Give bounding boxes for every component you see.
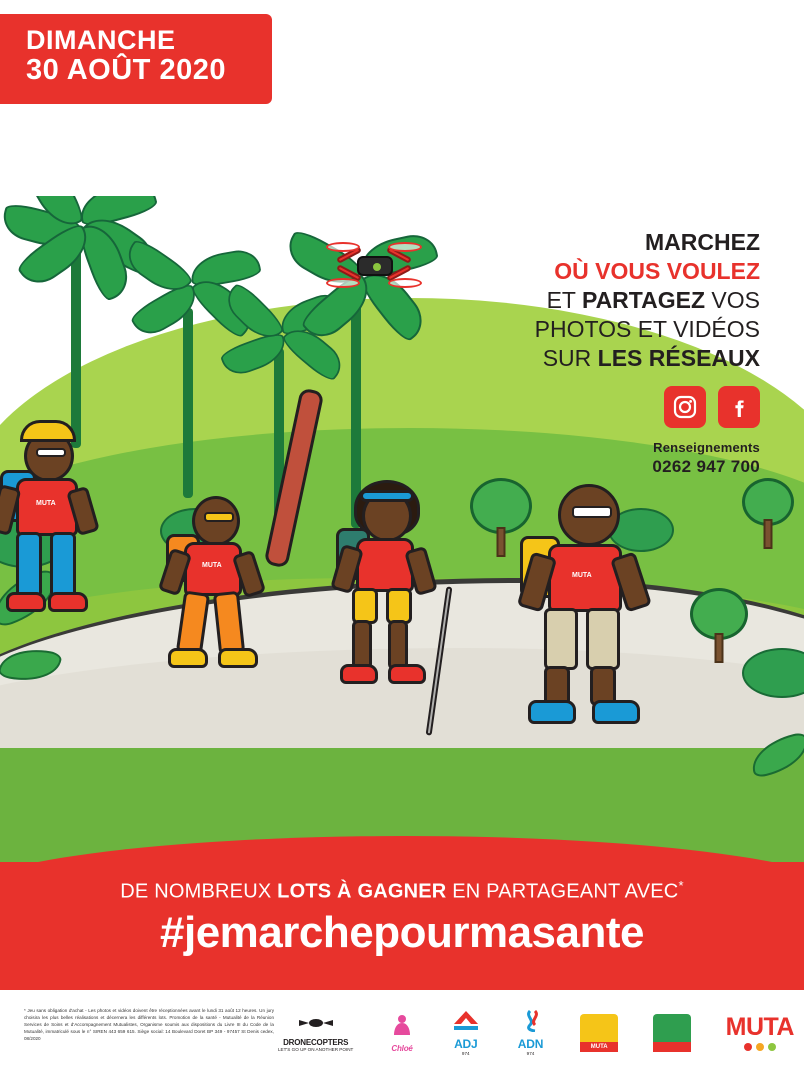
muta-dot-green: [768, 1043, 776, 1051]
shoe-left: [528, 700, 576, 724]
adj-logo-icon: [451, 1010, 481, 1032]
round-tree-3: [742, 478, 794, 526]
shoe-right: [592, 700, 640, 724]
headband: [360, 490, 414, 502]
torso: [356, 538, 414, 592]
chloe-logo-icon: [388, 1013, 416, 1039]
logo-adn-name: ADN: [517, 1037, 544, 1051]
logo-adj-name: ADJ: [454, 1037, 478, 1051]
shoe-left: [340, 664, 378, 684]
logo-adn-sub: 974: [526, 1051, 535, 1056]
prize-text-lots: LOTS À GAGNER: [277, 880, 447, 903]
sunglasses: [572, 506, 612, 518]
logo-muta-square: [580, 1014, 618, 1052]
walker-4: [510, 468, 690, 748]
message-line-2: OÙ VOUS VOULEZ: [554, 257, 760, 284]
message-block: [490, 228, 760, 373]
muta-dot-orange: [756, 1043, 764, 1051]
shoe-right: [218, 648, 258, 668]
message-line-3-rest: VOS: [705, 286, 760, 313]
muta-square-logo-icon: [580, 1014, 618, 1052]
message-line-3-thin: ET: [546, 286, 582, 313]
facebook-button[interactable]: [718, 386, 760, 428]
shin-right: [388, 620, 408, 670]
walker-1: [0, 408, 150, 658]
shoe-right: [388, 664, 426, 684]
prize-banner-line: [0, 862, 804, 904]
message-line-1: MARCHEZ: [645, 229, 760, 255]
contact-info: [652, 440, 760, 477]
shirt-logo: MUTA: [572, 572, 592, 579]
torso: [16, 478, 78, 536]
green-shield-logo-icon: [653, 1014, 691, 1052]
footer: [0, 990, 804, 1073]
leg-right: [213, 591, 245, 655]
contact-phone: 0262 947 700: [652, 457, 760, 476]
prize-text-2: EN PARTAGEANT AVEC: [446, 880, 679, 903]
message-line-5-bold: LES RÉSEAUX: [597, 344, 760, 371]
prize-banner: [0, 862, 804, 990]
sunglasses: [204, 512, 234, 522]
logo-muta-main: [726, 1015, 794, 1051]
muta-wordmark: MUTA: [725, 1013, 794, 1041]
shirt-logo: MUTA: [202, 562, 222, 569]
instagram-icon: [672, 394, 698, 420]
logo-dronecopters: [278, 1015, 353, 1052]
date-full: 30 AOÛT 2020: [26, 54, 226, 87]
message-line-5: [490, 344, 760, 373]
legal-text: * Jeu sans obligation d'achat - Les photos et vidéos doivent être réceptionnées avant le lundi 31 août 12 heures. Un jury choisira les plus belles réalisations et décernera les différents lots. Promotion de la santé - Mutualité de la Réunion Services de Soins et d'Accompagnement Mutualistes, Organisme soumis aux dispositions du Livre III du Code de la Mutualité, immatriculé sous le n° SIREN 443 659 615. Siège social: 14 Boulevard Doret BP 349 - 97457 St Denis cedex, 08/2020: [24, 1008, 274, 1041]
logo-muta-square-sub: MUTA: [580, 1042, 618, 1052]
logo-adn: [515, 1010, 545, 1056]
instagram-button[interactable]: [664, 386, 706, 428]
shoe-left: [168, 648, 208, 668]
torso: [184, 542, 242, 596]
walking-pole: [426, 586, 453, 735]
logo-adj-sub: 974: [461, 1051, 470, 1056]
shirt-logo: MUTA: [36, 500, 56, 507]
facebook-icon: [726, 394, 752, 420]
sunglasses: [36, 448, 66, 457]
muta-dots: [744, 1043, 776, 1051]
walker-3: [330, 468, 480, 728]
leg-left: [352, 588, 378, 624]
message-line-5-thin: SUR: [542, 344, 598, 371]
logo-chloe-name: Chloé: [391, 1044, 413, 1053]
adn-logo-icon: [515, 1010, 545, 1032]
shoe-right: [48, 592, 88, 612]
shoe-left: [6, 592, 46, 612]
leg-right: [386, 588, 412, 624]
round-tree-2: [690, 588, 748, 640]
leg-right: [50, 532, 76, 598]
prize-text-1: DE NOMBREUX: [120, 880, 278, 903]
leg-left: [544, 608, 578, 670]
leg-right: [586, 608, 620, 670]
message-line-3-bold: PARTAGEZ: [581, 286, 706, 313]
logo-adj: [451, 1010, 481, 1056]
hashtag: #jemarchepourmasante: [160, 907, 644, 957]
logo-chloe: [388, 1013, 416, 1053]
sponsor-logos: [278, 1000, 794, 1066]
date-day: DIMANCHE: [26, 25, 176, 55]
walker-2: [160, 478, 310, 718]
logo-dronecopters-name: DRONECOPTERS: [283, 1037, 349, 1047]
logo-dronecopters-sub: LET'S GO UP ON ANOTHER POINT: [278, 1046, 354, 1052]
contact-label: Renseignements: [653, 440, 760, 455]
shin-left: [352, 620, 372, 670]
date-badge: [0, 14, 272, 104]
muta-dot-red: [744, 1043, 752, 1051]
drone-logo-icon: [295, 1015, 337, 1033]
cap: [20, 420, 76, 442]
message-line-4: [490, 315, 760, 344]
logo-green-shield: [653, 1014, 691, 1052]
drone-icon: [330, 236, 420, 298]
prize-asterisk: *: [678, 878, 684, 893]
message-line-3: [490, 286, 760, 315]
social-buttons: [664, 386, 760, 428]
message-line-4-text: PHOTOS ET VIDÉOS: [534, 315, 760, 342]
leg-left: [176, 590, 210, 655]
leg-left: [16, 532, 42, 598]
